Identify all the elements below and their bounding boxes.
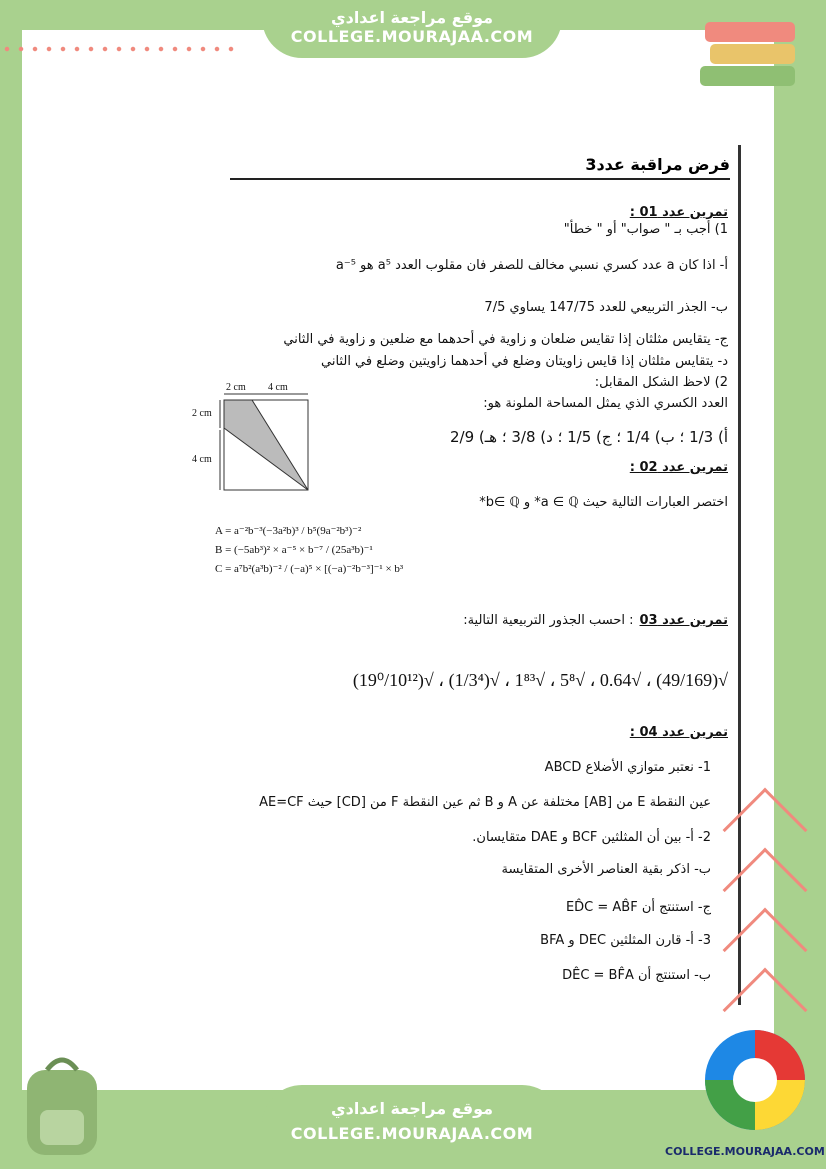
- site-url[interactable]: COLLEGE.MOURAJAA.COM: [290, 27, 534, 46]
- decorative-dots: [0, 45, 240, 53]
- logo-url: COLLEGE.MOURAJAA.COM: [665, 1145, 825, 1158]
- ex2-heading: تمرين عدد 02 :: [629, 460, 728, 475]
- ex4-l6: 3- أ- قارن المثلثين DEC و BFA: [540, 933, 711, 948]
- ex4-l7: ب- استنتج أن DÊC = BF̂A: [562, 968, 711, 983]
- fig-h1: 2 cm: [192, 408, 212, 419]
- ex4-l1: 1- نعتبر متوازي الأضلاع ABCD: [544, 760, 711, 775]
- expressions-list: [215, 524, 725, 575]
- site-name: موقع مراجعة اعدادي: [330, 1099, 494, 1118]
- ex4-heading: تمرين عدد 04 :: [629, 725, 728, 740]
- books-icon: [700, 12, 810, 92]
- fig-h2: 4 cm: [192, 454, 212, 465]
- ex4-l2: عين النقطة E من [AB] مختلفة عن A و B ثم عين النقطة F من [CD] حيث AE=CF: [259, 795, 711, 810]
- site-banner-top[interactable]: [262, 0, 562, 58]
- expr-c: C = a⁷b²(a³b)⁻² / (−a)⁵ × [(−a)⁻²b⁻³]⁻¹ × b³: [215, 563, 404, 575]
- ex4-l3: 2- أ- بين أن المثلثين BCF و DAE متقايسان.: [472, 830, 711, 845]
- ex4-l4: ب- اذكر بقية العناصر الأخرى المتقايسة: [501, 862, 711, 877]
- page-title: فرض مراقبة عدد3: [230, 155, 730, 180]
- ex4-l5: ج- استنتج أن ED̂C = AB̂F: [565, 900, 711, 915]
- ex1-heading: تمرين عدد 01 :: [629, 205, 728, 220]
- ex1-choices: أ) 1/3 ؛ ب) 1/4 ؛ ج) 1/5 ؛ د) 3/8 ؛ هـ) 2/9: [450, 428, 728, 446]
- ex1-q1: 1) أجب بـ " صواب" أو " خطأ": [563, 222, 728, 237]
- site-logo-icon: [695, 1025, 815, 1135]
- ex3-text: : احسب الجذور التربيعية التالية:: [463, 613, 634, 628]
- fig-w1: 2 cm: [226, 382, 246, 393]
- ex1-q2b: العدد الكسري الذي يمثل المساحة الملونة هو:: [483, 396, 728, 411]
- ex2-text: اختصر العبارات التالية حيث a ∈ ℚ* و b∈ ℚ*: [479, 495, 728, 510]
- fig-w2: 4 cm: [268, 382, 288, 393]
- backpack-icon: [12, 1050, 112, 1160]
- ex1-a: أ- اذا كان a عدد كسري نسبي مخالف للصفر فان مقلوب العدد a⁵ هو a⁻⁵: [335, 258, 728, 273]
- expr-a: A = a⁻²b⁻³(−3a²b)³ / b⁵(9a⁻²b³)⁻²: [215, 525, 362, 537]
- ex1-q2: 2) لاحظ الشكل المقابل:: [594, 375, 728, 390]
- expr-b: B = (−5ab³)² × a⁻⁵ × b⁻⁷ / (25a³b)⁻¹: [215, 544, 373, 556]
- site-banner-bottom[interactable]: [262, 1085, 562, 1169]
- area-figure: [190, 382, 325, 498]
- ex3-header-row: [463, 613, 728, 628]
- ex3-roots: √(49/169) ، √0.64 ، √5⁸ ، √1⁸³ ، √(1/3⁴) ، √(19⁰/10¹²): [352, 670, 728, 690]
- ex1-c: ج- يتقايس مثلثان إذا تقايس ضلعان و زاوية في أحدهما مع ضلعين و زاوية في الثاني: [283, 332, 728, 347]
- ex3-heading: تمرين عدد 03: [639, 613, 728, 628]
- site-url[interactable]: COLLEGE.MOURAJAA.COM: [290, 1124, 534, 1143]
- ex1-d: د- يتقايس مثلثان إذا قايس زاويتان وضلع في أحدهما زاويتين وضلع في الثاني: [321, 354, 728, 369]
- ex1-b: ب- الجذر التربيعي للعدد 147/75 يساوي 7/5: [484, 300, 728, 315]
- site-name: موقع مراجعة اعدادي: [330, 8, 494, 27]
